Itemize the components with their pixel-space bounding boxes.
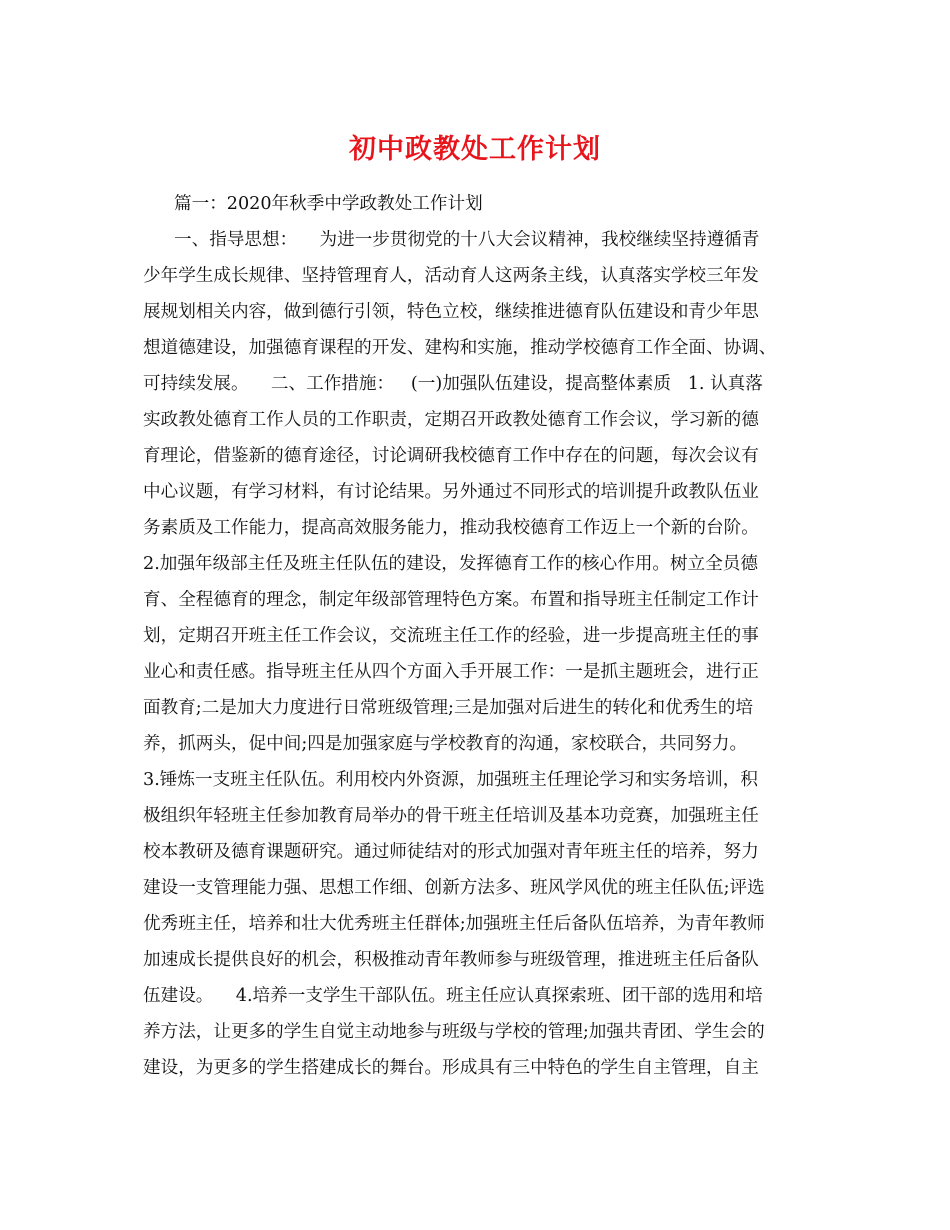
body-line: 校本教研及德育课题研究。通过师徒结对的形式加强对青年班主任的培养，努力 <box>143 842 759 862</box>
body-line: 展规划相关内容，做到德行引领，特色立校，继续推进德育队伍建设和青少年思 <box>143 302 759 322</box>
body-line: 2.加强年级部主任及班主任队伍的建设，发挥德育工作的核心作用。树立全员德 <box>143 554 758 574</box>
body-line: 务素质及工作能力，提高高效服务能力，推动我校德育工作迈上一个新的台阶。 <box>143 518 759 538</box>
body-line: 伍建设。 4.培养一支学生干部队伍。班主任应认真探索班、团干部的选用和培 <box>143 986 763 1006</box>
body-line: 实政教处德育工作人员的工作职责，定期召开政教处德育工作会议，学习新的德 <box>143 410 759 430</box>
body-line: 业心和责任感。指导班主任从四个方面入手开展工作：一是抓主题班会，进行正 <box>143 662 759 682</box>
body-line: 想道德建设，加强德育课程的开发、建构和实施，推动学校德育工作全面、协调、 <box>143 338 777 358</box>
body-line: 加速成长提供良好的机会，积极推动青年教师参与班级管理，推进班主任后备队 <box>143 950 759 970</box>
body-line: 3.锤炼一支班主任队伍。利用校内外资源，加强班主任理论学习和实务培训，积 <box>143 770 758 790</box>
body-line: 养方法，让更多的学生自觉主动地参与班级与学校的管理;加强共青团、学生会的 <box>143 1022 765 1042</box>
body-line: 育、全程德育的理念，制定年级部管理特色方案。布置和指导班主任制定工作计 <box>143 590 759 610</box>
body-line: 育理论，借鉴新的德育途径，讨论调研我校德育工作中存在的问题，每次会议有 <box>143 446 759 466</box>
body-line: 少年学生成长规律、坚持管理育人，活动育人这两条主线，认真落实学校三年发 <box>143 266 759 286</box>
body-line: 建设一支管理能力强、思想工作细、创新方法多、班风学风优的班主任队伍;评选 <box>143 878 765 898</box>
body-line: 优秀班主任，培养和壮大优秀班主任群体;加强班主任后备队伍培养，为青年教师 <box>143 914 765 934</box>
body-line: 养，抓两头，促中间;四是加强家庭与学校教育的沟通，家校联合，共同努力。 <box>143 734 748 754</box>
document-title: 初中政教处工作计划 <box>349 134 601 165</box>
body-line: 建设，为更多的学生搭建成长的舞台。形成具有三中特色的学生自主管理，自主 <box>143 1058 759 1078</box>
body-line: 划，定期召开班主任工作会议，交流班主任工作的经验，进一步提高班主任的事 <box>143 626 759 646</box>
body-line: 篇一：2020年秋季中学政教处工作计划 <box>174 194 483 214</box>
body-line: 一、指导思想： 为进一步贯彻党的十八大会议精神，我校继续坚持遵循青 <box>174 230 760 250</box>
body-line: 面教育;二是加大力度进行日常班级管理;三是加强对后进生的转化和优秀生的培 <box>143 698 754 718</box>
body-line: 中心议题，有学习材料，有讨论结果。另外通过不同形式的培训提升政教队伍业 <box>143 482 759 502</box>
body-line: 极组织年轻班主任参加教育局举办的骨干班主任培训及基本功竞赛，加强班主任 <box>143 806 759 826</box>
body-line: 可持续发展。 二、工作措施： (一)加强队伍建设，提高整体素质 1. 认真落 <box>143 374 763 394</box>
